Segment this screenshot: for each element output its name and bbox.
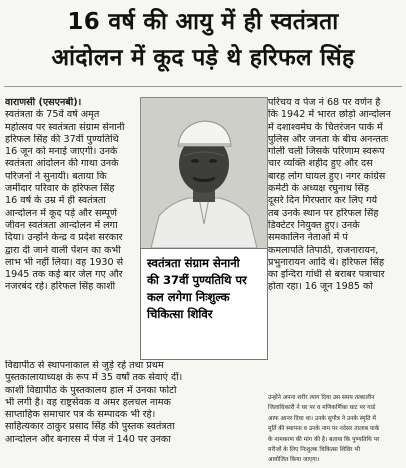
article-line: बारह लोग घायल हुए। नगर कांग्रेस <box>268 170 386 182</box>
article-line: आयोजित किया जाएगा। <box>268 457 320 464</box>
article-line: प्रभुनारायन आदि थे। हरिफल सिंह <box>268 256 385 268</box>
article-line: 16 वर्ष के उम्र में ही स्वतंत्रता <box>5 195 106 207</box>
article-bottom-right-wide <box>268 393 402 466</box>
article-line: भी लगी है। वह राष्ट्रसेवक व अमर हलचल नामक <box>5 396 171 408</box>
headline-line-2: आंदोलन में कूद पड़े थे हरिफल सिंह <box>51 45 355 71</box>
photo-caption-box <box>140 248 268 360</box>
article-right-column <box>268 97 402 393</box>
article-line: का इन्दिरा गांधी से बराबर पत्राचार <box>268 269 385 281</box>
article-line: होता रहा। 16 जून 1985 को <box>268 281 373 293</box>
article-line: समकालिन नेताओं में पं <box>268 232 348 244</box>
article-line: डिक्टेटर नियुक्त हुए। उनके <box>268 219 360 231</box>
article-line: दिया। उन्होंने केन्द्र व प्रदेश सरकार <box>5 232 123 244</box>
article-line: 16 जून को मनाई जाएगी। उनके <box>5 146 118 158</box>
article-line: गोली चली जिसके परिणाम स्वरूप <box>268 146 385 158</box>
article-dateline <box>5 97 138 109</box>
article-line: चार व्यक्ति शहीद हुए और दस <box>268 158 373 170</box>
portrait-illustration <box>141 98 267 248</box>
article-line: उन्होंने अपना शरीर त्याग दिया उस समय तत्कालीन <box>268 395 375 401</box>
headline-divider <box>4 86 402 87</box>
article-line: काशी विद्यापीठ के पुस्तकालय हाल में उनका फोटो <box>5 384 177 396</box>
article-line: साहित्यकार ठाकुर प्रसाद सिंह की पुस्तक स्वतंत्रता <box>5 421 175 433</box>
article-line: विद्यापीठ से स्थापनाकाल से जुड़े रहे तथा प्रथम <box>5 360 164 371</box>
article-line: लाभ भी नहीं लिया। वह 1930 से <box>5 256 124 268</box>
caption-line: चिकित्सा शिविर <box>147 307 213 321</box>
caption-line: की 37वीं पुण्यतिथि पर <box>147 273 247 287</box>
headline-line-1: 16 वर्ष की आयु में ही स्वतंत्रता <box>67 9 339 35</box>
article-line: जीवन स्वतंत्रता आन्दोलन में लगा <box>5 219 118 231</box>
article-line: नजरबंद रहे। हरिफल सिंह काशी <box>5 281 116 293</box>
article-line: कि 1942 में भारत छोड़ो आन्दोलन <box>268 109 391 121</box>
article-line: पुस्तकालायाध्यक्ष के रूप में 35 वर्षों तक सेवाएं दीं। <box>5 372 183 384</box>
article-line: महोत्सव पर स्वतंत्रता संग्राम सेनानी <box>5 121 125 133</box>
article-line: आफ आनर दिया था। उनके सुपौत्र ने उनके स्मृति में <box>268 415 376 422</box>
article-line: परिचय व पेज नं 68 पर वर्णन है <box>268 97 381 108</box>
article-line: साप्ताहिक समाचार पत्र के सम्पादक भी रहे। <box>5 409 156 421</box>
article-line: कमलापति तिपाठी, राजनारायन, <box>268 244 379 256</box>
article-line: जिलाधिकारी ने घर पर व मणिकर्णिका घाट पर गार्ड <box>268 405 376 412</box>
photo-caption <box>147 255 261 323</box>
article-line: जमींदार परिवार के हरिफल सिंह <box>5 183 115 195</box>
article-line: मूर्ति की स्थापना व उनके नाम पर नदेसर तालाब पार्क <box>268 426 380 433</box>
article-bottom-left-column <box>5 360 267 466</box>
dateline-text: वाराणसी (एसएनबी)। <box>5 97 82 108</box>
article-line: स्वतंत्रता के 75वें वर्ष अमृत <box>5 109 100 121</box>
article-line: के नामकरण की मांग की है। बताया कि पुण्यतिथि पर <box>268 436 380 443</box>
article-line: द्वारा दी जाने वाली पेंशन का कभी <box>5 244 121 256</box>
article-line: हरिफल सिंह की 37वीं पुण्यतिथि <box>5 133 119 145</box>
article-line: पुलिस और जनता के बीच अनन्ततः <box>268 133 389 145</box>
freedom-fighter-photo <box>140 97 268 249</box>
article-line: 1945 तक कई बार जेल गए और <box>5 269 123 281</box>
article-line: आन्दोलन और बनारस में पेज नं 140 पर उनका <box>5 433 171 445</box>
article-line: में दशाश्वमेघ के चितरंजन पार्क में <box>268 121 383 133</box>
article-line: आन्दोलन में कूद पड़े और सम्पूर्ण <box>5 207 117 219</box>
article-line: मरीजों के लिए निःशुल्क चिकित्सा शिविर भी <box>268 447 360 454</box>
caption-line: स्वतंत्रता संग्राम सेनानी <box>147 256 240 270</box>
article-line: परिजनों ने सुनायी। बताया कि <box>5 170 107 182</box>
article-line: स्वतंत्रता आंदोलन की गाथा उनके <box>5 158 119 170</box>
caption-line: कल लगेगा निःशुल्क <box>147 290 230 304</box>
article-line: दूसरे दिन गिरफ्तार कर लिए गये <box>268 195 378 207</box>
article-line: तब उनके स्थान पर हरिफल सिंह <box>268 207 379 219</box>
article-line: कमेटी के अध्यक्ष रघुनाथ सिंह <box>268 183 369 195</box>
article-left-column <box>5 97 138 360</box>
